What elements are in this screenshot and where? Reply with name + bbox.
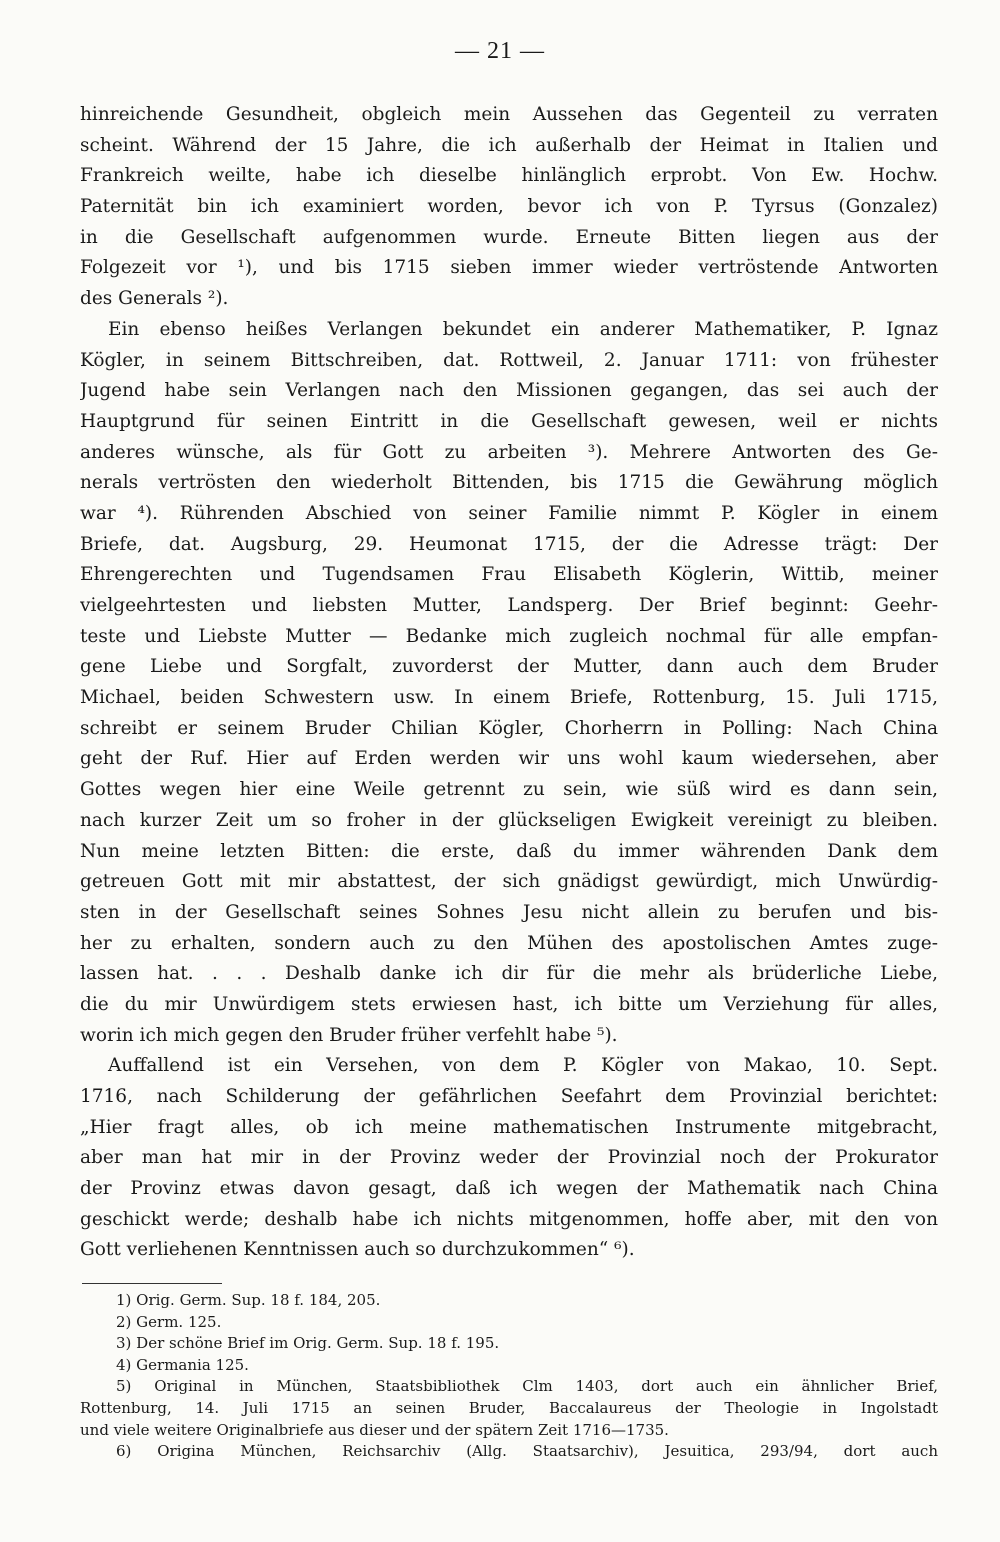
text-line: schreibt er seinem Bruder Chilian Kögler, Chorherrn in Polling: Nach China bbox=[80, 717, 938, 739]
text-line: her zu erhalten, sondern auch zu den Mühen des apostolischen Amtes zuge- bbox=[80, 932, 938, 954]
text-line: nerals vertrösten den wiederholt Bittenden, bis 1715 die Gewährung möglich bbox=[80, 472, 938, 494]
text-line: der Provinz etwas davon gesagt, daß ich wegen der Mathematik nach China bbox=[80, 1178, 938, 1200]
footnote-line: 3) Der schöne Brief im Orig. Germ. Sup. 18 f. 195. bbox=[116, 1334, 500, 1353]
body-text bbox=[80, 100, 938, 1266]
text-line: anderes wünsche, als für Gott zu arbeiten ³). Mehrere Antworten des Ge- bbox=[80, 441, 938, 463]
text-line: des Generals ²). bbox=[80, 288, 229, 310]
footnote-rule bbox=[82, 1283, 222, 1284]
text-line: war ⁴). Rührenden Abschied von seiner Familie nimmt P. Kögler in einem bbox=[80, 502, 938, 524]
text-line: Nun meine letzten Bitten: die erste, daß du immer währenden Dank dem bbox=[80, 840, 938, 862]
text-line: die du mir Unwürdigem stets erwiesen hast, ich bitte um Verziehung für alles, bbox=[80, 993, 938, 1015]
text-line: aber man hat mir in der Provinz weder der Provinzial noch der Prokurator bbox=[80, 1147, 938, 1169]
text-line: „Hier fragt alles, ob ich meine mathematischen Instrumente mitgebracht, bbox=[80, 1116, 938, 1138]
text-line: sten in der Gesellschaft seines Sohnes Jesu nicht allein zu berufen und bis- bbox=[80, 901, 938, 923]
footnote-line: 4) Germania 125. bbox=[116, 1355, 249, 1374]
text-line: Paternität bin ich examiniert worden, bevor ich von P. Tyrsus (Gonzalez) bbox=[80, 196, 938, 218]
text-line: Jugend habe sein Verlangen nach den Missionen gegangen, das sei auch der bbox=[80, 380, 938, 402]
footnote-line: und viele weitere Originalbriefe aus dieser und der spätern Zeit 1716—1735. bbox=[80, 1420, 669, 1439]
text-line: geschickt werde; deshalb habe ich nichts mitgenommen, hoffe aber, mit den von bbox=[80, 1208, 938, 1230]
text-line: Ein ebenso heißes Verlangen bekundet ein anderer Mathematiker, P. Ignaz bbox=[108, 318, 938, 340]
footnotes bbox=[80, 1290, 938, 1463]
text-line: Frankreich weilte, habe ich dieselbe hinlänglich erprobt. Von Ew. Hochw. bbox=[80, 165, 938, 187]
text-line: scheint. Während der 15 Jahre, die ich außerhalb der Heimat in Italien und bbox=[80, 134, 938, 156]
text-line: lassen hat. . . . Deshalb danke ich dir für die mehr als brüderliche Liebe, bbox=[80, 963, 938, 985]
text-line: Folgezeit vor ¹), und bis 1715 sieben immer wieder vertröstende Antworten bbox=[80, 257, 938, 279]
text-line: Auffallend ist ein Versehen, von dem P. Kögler von Makao, 10. Sept. bbox=[108, 1055, 938, 1077]
text-line: nach kurzer Zeit um so froher in der glückseligen Ewigkeit vereinigt zu bleiben. bbox=[80, 809, 938, 831]
text-line: Kögler, in seinem Bittschreiben, dat. Rottweil, 2. Januar 1711: von frühester bbox=[80, 349, 938, 371]
text-line: worin ich mich gegen den Bruder früher verfehlt habe ⁵). bbox=[80, 1024, 618, 1046]
footnote-line: 1) Orig. Germ. Sup. 18 f. 184, 205. bbox=[116, 1291, 381, 1309]
text-line: gene Liebe und Sorgfalt, zuvorderst der Mutter, dann auch dem Bruder bbox=[80, 656, 938, 678]
page-number: — 21 — bbox=[455, 38, 545, 64]
text-line: teste und Liebste Mutter — Bedanke mich zugleich nochmal für alle empfan- bbox=[80, 625, 938, 647]
text-line: Gottes wegen hier eine Weile getrennt zu sein, wie süß wird es dann sein, bbox=[80, 779, 938, 801]
text-line: in die Gesellschaft aufgenommen wurde. Erneute Bitten liegen aus der bbox=[80, 226, 938, 248]
text-line: hinreichende Gesundheit, obgleich mein Aussehen das Gegenteil zu verraten bbox=[80, 104, 938, 125]
text-line: geht der Ruf. Hier auf Erden werden wir uns wohl kaum wiedersehen, aber bbox=[80, 748, 938, 770]
text-line: Hauptgrund für seinen Eintritt in die Gesellschaft gewesen, weil er nichts bbox=[80, 410, 938, 432]
footnote-line: 2) Germ. 125. bbox=[116, 1312, 222, 1331]
text-line: getreuen Gott mit mir abstattest, der sich gnädigst gewürdigt, mich Unwürdig- bbox=[80, 871, 938, 893]
text-line: Michael, beiden Schwestern usw. In einem Briefe, Rottenburg, 15. Juli 1715, bbox=[80, 687, 938, 709]
footnote-line: 6) Origina München, Reichsarchiv (Allg. Staatsarchiv), Jesuitica, 293/94, dort auch bbox=[116, 1442, 938, 1461]
text-line: 1716, nach Schilderung der gefährlichen Seefahrt dem Provinzial berichtet: bbox=[80, 1086, 938, 1107]
footnote-line: 5) Original in München, Staatsbibliothek Clm 1403, dort auch ein ähnlicher Brief, bbox=[116, 1377, 938, 1396]
text-line: Gott verliehenen Kenntnissen auch so durchzukommen“ ⁶). bbox=[80, 1239, 635, 1261]
footnote-line: Rottenburg, 14. Juli 1715 an seinen Bruder, Baccalaureus der Theologie in Ingolstadt bbox=[80, 1398, 938, 1417]
text-line: Briefe, dat. Augsburg, 29. Heumonat 1715, der die Adresse trägt: Der bbox=[80, 533, 938, 555]
text-line: Ehrengerechten und Tugendsamen Frau Elisabeth Köglerin, Wittib, meiner bbox=[80, 564, 938, 586]
text-line: vielgeehrtesten und liebsten Mutter, Landsperg. Der Brief beginnt: Geehr- bbox=[80, 595, 938, 616]
